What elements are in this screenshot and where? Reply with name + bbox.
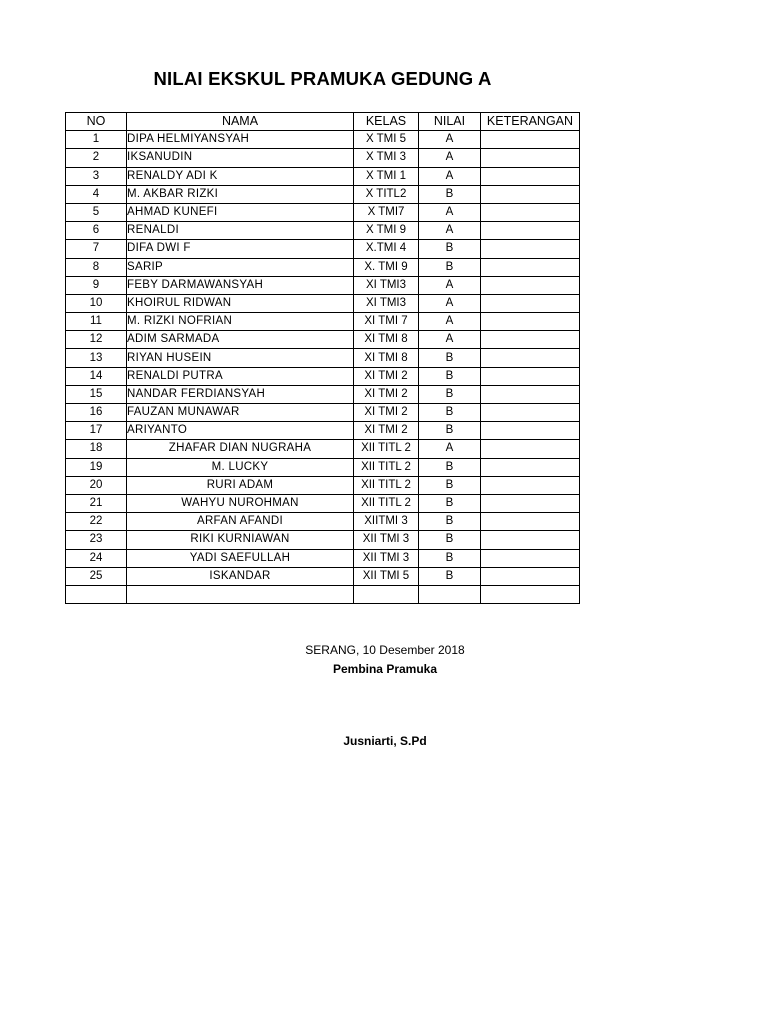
cell-keterangan [481,167,580,185]
cell-nama: NANDAR FERDIANSYAH [127,385,354,403]
cell-keterangan [481,585,580,603]
table-row [66,331,580,349]
table-row [66,567,580,585]
table-row [66,131,580,149]
cell-nama: IKSANUDIN [127,149,354,167]
cell-kelas: XII TMI 5 [354,567,419,585]
cell-no: 6 [66,222,127,240]
cell-no: 23 [66,531,127,549]
cell-keterangan [481,131,580,149]
cell-nama: DIFA DWI F [127,240,354,258]
cell-kelas: XI TMI3 [354,294,419,312]
cell-nilai: B [419,494,481,512]
table-row [66,222,580,240]
cell-no: 9 [66,276,127,294]
cell-no: 3 [66,167,127,185]
cell-nilai: A [419,313,481,331]
cell-nilai: A [419,131,481,149]
cell-kelas: X TITL2 [354,185,419,203]
cell-nilai: A [419,276,481,294]
cell-kelas: XI TMI 8 [354,349,419,367]
cell-kelas: XII TITL 2 [354,494,419,512]
cell-kelas: X TMI 1 [354,167,419,185]
cell-nama: RENALDI PUTRA [127,367,354,385]
cell-nilai: B [419,385,481,403]
table-row [66,476,580,494]
cell-nilai: B [419,349,481,367]
cell-no: 16 [66,404,127,422]
cell-nilai: B [419,404,481,422]
table-body [66,131,580,604]
cell-keterangan [481,149,580,167]
cell-nilai: B [419,422,481,440]
cell-no: 20 [66,476,127,494]
cell-nilai: B [419,513,481,531]
cell-nama: RIKI KURNIAWAN [127,531,354,549]
cell-keterangan [481,458,580,476]
cell-no: 12 [66,331,127,349]
cell-kelas: X TMI 5 [354,131,419,149]
table-row [66,349,580,367]
cell-keterangan [481,567,580,585]
cell-no [66,585,127,603]
table-row [66,276,580,294]
cell-nama: RIYAN HUSEIN [127,349,354,367]
cell-keterangan [481,185,580,203]
cell-nilai: A [419,203,481,221]
cell-no: 11 [66,313,127,331]
table-row [66,549,580,567]
cell-kelas: XI TMI 8 [354,331,419,349]
cell-no: 10 [66,294,127,312]
table-row [66,494,580,512]
cell-kelas: X TMI 9 [354,222,419,240]
cell-nama: ARIYANTO [127,422,354,440]
table-row [66,240,580,258]
cell-nama: RENALDI [127,222,354,240]
cell-nilai: B [419,185,481,203]
cell-nama: DIPA HELMIYANSYAH [127,131,354,149]
cell-no: 2 [66,149,127,167]
column-header-no: NO [66,113,127,131]
column-header-kelas: KELAS [354,113,419,131]
cell-kelas: X TMI7 [354,203,419,221]
table-row [66,367,580,385]
table-row [66,585,580,603]
cell-nama: KHOIRUL RIDWAN [127,294,354,312]
cell-no: 25 [66,567,127,585]
cell-kelas: XII TMI 3 [354,531,419,549]
table-row [66,294,580,312]
cell-nilai: B [419,549,481,567]
cell-no: 13 [66,349,127,367]
cell-keterangan [481,549,580,567]
cell-no: 7 [66,240,127,258]
cell-nama: M. AKBAR RIZKI [127,185,354,203]
table-row [66,531,580,549]
cell-no: 5 [66,203,127,221]
cell-nama: SARIP [127,258,354,276]
cell-kelas: X. TMI 9 [354,258,419,276]
cell-keterangan [481,331,580,349]
cell-kelas: XI TMI 2 [354,385,419,403]
cell-nama: AHMAD KUNEFI [127,203,354,221]
cell-keterangan [481,294,580,312]
table-row [66,404,580,422]
cell-nilai: A [419,440,481,458]
cell-kelas [354,585,419,603]
cell-nilai: B [419,476,481,494]
cell-no: 22 [66,513,127,531]
table-row [66,385,580,403]
cell-no: 24 [66,549,127,567]
cell-nama: YADI SAEFULLAH [127,549,354,567]
place-date: SERANG, 10 Desember 2018 [305,643,465,657]
cell-keterangan [481,385,580,403]
cell-keterangan [481,258,580,276]
cell-no: 18 [66,440,127,458]
cell-kelas: XII TITL 2 [354,458,419,476]
cell-keterangan [481,240,580,258]
cell-nilai: B [419,567,481,585]
cell-no: 17 [66,422,127,440]
cell-nilai: B [419,458,481,476]
cell-kelas: XI TMI3 [354,276,419,294]
column-header-keterangan: KETERANGAN [481,113,580,131]
cell-keterangan [481,404,580,422]
cell-nama: ISKANDAR [127,567,354,585]
cell-nilai: A [419,331,481,349]
grades-table [65,112,580,604]
table-row [66,167,580,185]
cell-nilai: A [419,167,481,185]
cell-keterangan [481,367,580,385]
cell-keterangan [481,222,580,240]
cell-keterangan [481,531,580,549]
cell-keterangan [481,513,580,531]
table-row [66,422,580,440]
cell-kelas: XI TMI 7 [354,313,419,331]
document-title: NILAI EKSKUL PRAMUKA GEDUNG A [153,68,492,89]
cell-nama: FAUZAN MUNAWAR [127,404,354,422]
cell-no: 8 [66,258,127,276]
cell-kelas: XI TMI 2 [354,367,419,385]
cell-nilai: B [419,258,481,276]
cell-nilai: B [419,531,481,549]
cell-kelas: XI TMI 2 [354,404,419,422]
cell-no: 4 [66,185,127,203]
cell-nama: WAHYU NUROHMAN [127,494,354,512]
cell-nilai: A [419,149,481,167]
column-header-nama: NAMA [127,113,354,131]
column-header-nilai: NILAI [419,113,481,131]
cell-no: 19 [66,458,127,476]
cell-kelas: X TMI 3 [354,149,419,167]
cell-nilai: A [419,294,481,312]
cell-nama: RURI ADAM [127,476,354,494]
cell-kelas: X.TMI 4 [354,240,419,258]
table-row [66,458,580,476]
cell-nilai: B [419,367,481,385]
cell-keterangan [481,276,580,294]
cell-no: 1 [66,131,127,149]
cell-nama: ARFAN AFANDI [127,513,354,531]
table-header-row [66,113,580,131]
cell-nilai [419,585,481,603]
cell-keterangan [481,203,580,221]
signatory-name: Jusniarti, S.Pd [343,734,427,748]
table-row [66,258,580,276]
cell-keterangan [481,476,580,494]
cell-nilai: B [419,240,481,258]
cell-kelas: XII TITL 2 [354,440,419,458]
cell-no: 14 [66,367,127,385]
cell-no: 15 [66,385,127,403]
cell-keterangan [481,349,580,367]
cell-keterangan [481,494,580,512]
cell-nama [127,585,354,603]
cell-kelas: XII TITL 2 [354,476,419,494]
table-row [66,440,580,458]
table-row [66,185,580,203]
cell-keterangan [481,313,580,331]
cell-nama: M. LUCKY [127,458,354,476]
cell-kelas: XI TMI 2 [354,422,419,440]
cell-nama: FEBY DARMAWANSYAH [127,276,354,294]
cell-nama: ADIM SARMADA [127,331,354,349]
table-row [66,513,580,531]
table-row [66,313,580,331]
cell-keterangan [481,440,580,458]
table-row [66,203,580,221]
table-row [66,149,580,167]
cell-kelas: XII TMI 3 [354,549,419,567]
cell-no: 21 [66,494,127,512]
cell-nama: ZHAFAR DIAN NUGRAHA [127,440,354,458]
cell-nilai: A [419,222,481,240]
cell-nama: M. RIZKI NOFRIAN [127,313,354,331]
cell-nama: RENALDY ADI K [127,167,354,185]
cell-kelas: XIITMI 3 [354,513,419,531]
cell-keterangan [481,422,580,440]
signatory-role: Pembina Pramuka [332,662,438,676]
